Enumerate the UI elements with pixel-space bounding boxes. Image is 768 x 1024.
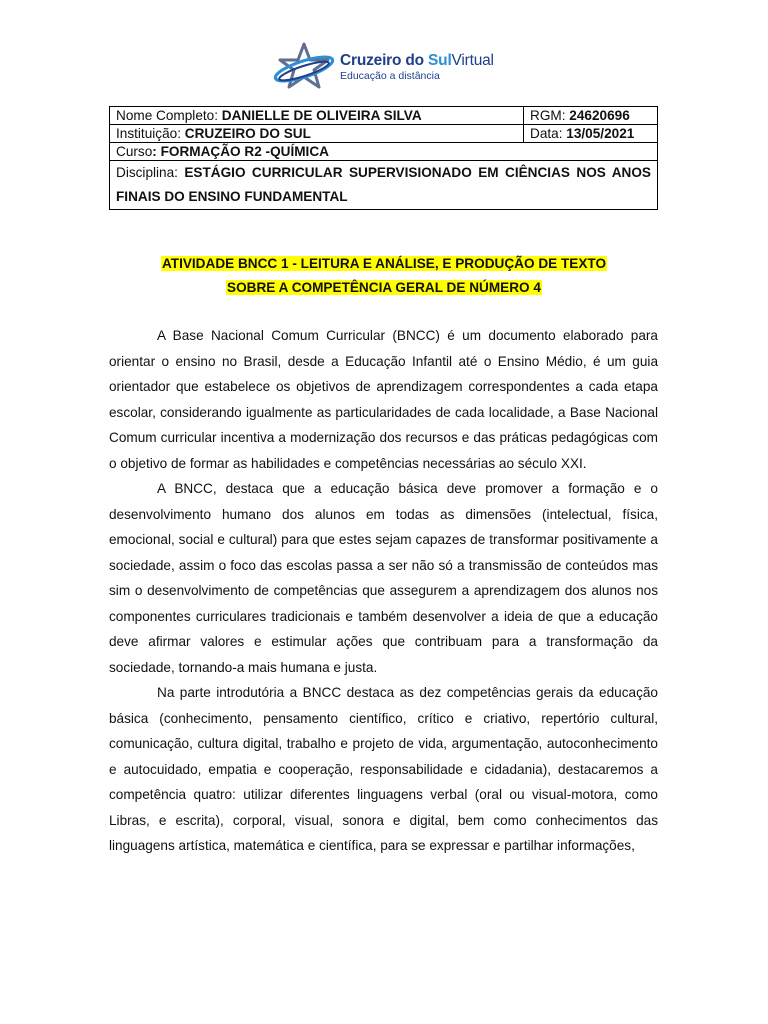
rgm-value: 24620696 (569, 108, 630, 123)
course-cell: Curso: FORMAÇÃO R2 -QUÍMICA (110, 143, 658, 161)
logo-subtitle: Educação a distância (340, 69, 440, 82)
course-value: : FORMAÇÃO R2 -QUÍMICA (152, 144, 329, 159)
student-info-table (109, 106, 658, 210)
date-cell: Data: 13/05/2021 (524, 125, 658, 143)
paragraph: Na parte introdutória a BNCC destaca as dez competências gerais da educação básica (conhecimento, pensamento científico, crítico e criativo, repertório cultural, comunicação, cultura digital, trabalho e projeto de vida, argumentação, autoconhecimento e autocuidado, empatia e cooperação, responsabilidade e cidadania), destacaremos a competência quatro: utilizar diferentes linguagens verbal (oral ou visual-motora, como Libras, e escrita), corporal, visual, sonora e digital, bem como conhecimentos das linguagens artística, matemática e científica, para se expressar e partilhar informações, (109, 685, 658, 853)
table-row (110, 125, 658, 143)
discipline-value: ESTÁGIO CURRICULAR SUPERVISIONADO EM CIÊNCIAS NOS ANOS FINAIS DO ENSINO FUNDAMENTAL (116, 165, 651, 204)
document-body (109, 323, 658, 859)
paragraph: A Base Nacional Comum Curricular (BNCC) é um documento elaborado para orientar o ensino no Brasil, desde a Educação Infantil até o Ensino Médio, é um guia orientador que estabelece os objetivos de aprendizagem correspondentes a cada etapa escolar, considerando igualmente as particularidades de cada localidade, a Base Nacional Comum curricular incentiva a modernização dos recursos e das práticas pedagógicas com o objetivo de formar as habilidades e competências necessárias ao século XXI. (109, 328, 658, 471)
activity-title-line-2: SOBRE A COMPETÊNCIA GERAL DE NÚMERO 4 (227, 280, 541, 295)
institution-logo (272, 42, 494, 92)
table-row (110, 161, 658, 210)
paragraph: A BNCC, destaca que a educação básica deve promover a formação e o desenvolvimento humano dos alunos em todas as dimensões (intelectual, física, emocional, social e cultural) para que estes sejam capazes de transformar positivamente a sociedade, assim o foco das escolas passa a ser não só a transmissão de conteúdos mas sim o desenvolvimento de competências que assegurem a aprendizagem dos alunos nos componentes curriculares tradicionais e também desenvolver a ideia de que a educação deve afirmar valores e estimular ações que contribuam para a transformação da sociedade, tornando-a mais humana e justa. (109, 481, 658, 675)
star-orbit-icon (272, 42, 336, 92)
table-row (110, 143, 658, 161)
discipline-cell: Disciplina: ESTÁGIO CURRICULAR SUPERVISIONADO EM CIÊNCIAS NOS ANOS FINAIS DO ENSINO FUNDAMENTAL (110, 161, 658, 210)
table-row (110, 107, 658, 125)
rgm-cell: RGM: 24620696 (524, 107, 658, 125)
logo-brand: Cruzeiro do SulVirtual (340, 52, 494, 69)
name-cell: Nome Completo: DANIELLE DE OLIVEIRA SILVA (110, 107, 524, 125)
student-name: DANIELLE DE OLIVEIRA SILVA (221, 108, 422, 123)
institution-value: CRUZEIRO DO SUL (184, 126, 311, 141)
date-value: 13/05/2021 (566, 126, 635, 141)
institution-cell: Instituição: CRUZEIRO DO SUL (110, 125, 524, 143)
activity-title-line-1: ATIVIDADE BNCC 1 - LEITURA E ANÁLISE, E PRODUÇÃO DE TEXTO (161, 256, 607, 271)
